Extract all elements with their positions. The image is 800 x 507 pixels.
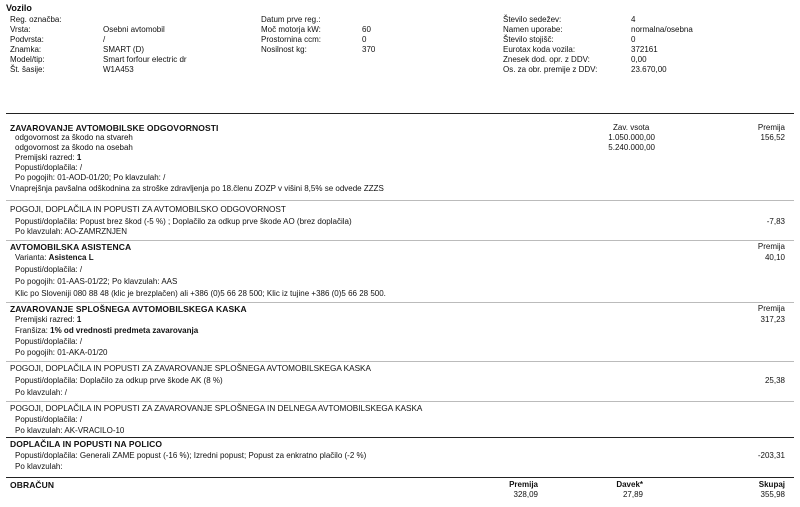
eurotax-value: 372161 [631, 45, 658, 54]
namen-label: Namen uporabe: [503, 25, 563, 34]
divider [6, 240, 794, 241]
obracun-skupaj-label: Skupaj [758, 480, 785, 489]
model-label: Model/tip: [10, 55, 45, 64]
znamka-value: SMART (D) [103, 45, 145, 54]
divider [6, 437, 794, 438]
moc-label: Moč motorja kW: [261, 25, 321, 34]
chassis-value: W1A453 [103, 65, 134, 74]
obracun-skupaj-value: 355,98 [760, 490, 785, 499]
podvrsta-value: / [103, 35, 106, 44]
divider [6, 477, 794, 478]
ao-sum-stvari: 1.050.000,00 [608, 133, 655, 142]
kasko-premija-label: Premija [757, 304, 785, 313]
divider [6, 113, 794, 114]
osnova-value: 23.670,00 [631, 65, 667, 74]
model-value: Smart forfour electric dr [103, 55, 187, 64]
vehicle-section-title: Vozilo [6, 3, 32, 13]
ao-pogoji-amount: -7,83 [766, 217, 785, 226]
dod-opr-value: 0,00 [631, 55, 647, 64]
ao-sum-osebe: 5.240.000,00 [608, 143, 655, 152]
delni-pogoji-line1: Popusti/doplačila: / [15, 415, 83, 424]
divider [6, 302, 794, 303]
kasko-pogoji-line1: Popusti/doplačila: Doplačilo za odkup prve škode AK (8 %) [15, 376, 223, 385]
obracun-davek-value: 27,89 [622, 490, 643, 499]
ao-pogoji-line2: Po klavzulah: AO-ZAMRZNJEN [15, 227, 128, 236]
ccm-value: 0 [362, 35, 367, 44]
asistenca-pogoji: Po pogojih: 01-AAS-01/22; Po klavzulah: AAS [15, 277, 178, 286]
osnova-label: Os. za obr. premije z DDV: [503, 65, 598, 74]
vrsta-value: Osebni avtomobil [103, 25, 165, 34]
obracun-title: OBRAČUN [10, 480, 55, 490]
asistenca-popusti: Popusti/doplačila: / [15, 265, 83, 274]
stojisca-label: Število stojišč: [503, 35, 554, 44]
kasko-premium: 317,23 [760, 315, 785, 324]
ao-zav-vsota-label: Zav. vsota [613, 123, 650, 132]
moc-value: 60 [362, 25, 371, 34]
ao-line-osebe: odgovornost za škodo na osebah [15, 143, 133, 152]
divider [6, 401, 794, 402]
ao-section-title: ZAVAROVANJE AVTOMOBILSKE ODGOVORNOSTI [10, 123, 219, 133]
polica-amount: -203,31 [757, 451, 785, 460]
ao-pogoji: Po pogojih: 01-AOD-01/20; Po klavzulah: / [15, 173, 166, 182]
ao-note: Vnaprejšnja pavšalna odškodnina za stroške zdravljenja po 18.členu ZOZP v višini 8,5% se odvede ZZZS [10, 184, 384, 193]
polica-line1: Popusti/doplačila: Generali ZAME popust (-16 %); Izredni popust; Popust za enkratno plačilo (-2 %) [15, 451, 367, 460]
kasko-fransiza: Franšiza: 1% od vrednosti predmeta zavarovanja [15, 326, 199, 335]
sedezi-label: Število sedežev: [503, 15, 562, 24]
znamka-label: Znamka: [10, 45, 42, 54]
ao-pogoji-line1: Popusti/doplačila: Popust brez škod (-5 %) ; Doplačilo za odkup prve škode AO (brez doplačila) [15, 217, 352, 226]
divider [6, 200, 794, 201]
namen-value: normalna/osebna [631, 25, 693, 34]
kasko-razred: Premijski razred: 1 [15, 315, 82, 324]
nosilnost-label: Nosilnost kg: [261, 45, 307, 54]
obracun-davek-label: Davek* [616, 480, 643, 489]
divider [6, 361, 794, 362]
asistenca-klic: Klic po Sloveniji 080 88 48 (klic je brezplačen) ali +386 (0)5 66 28 500; Klic iz tujine +386 (0)5 66 28 500. [15, 289, 386, 298]
ao-razred: Premijski razred: 1 [15, 153, 82, 162]
polica-section-title: DOPLAČILA IN POPUSTI NA POLICO [10, 439, 163, 449]
ao-pogoji-title: POGOJI, DOPLAČILA IN POPUSTI ZA AVTOMOBILSKO ODGOVORNOST [10, 205, 286, 214]
podvrsta-label: Podvrsta: [10, 35, 44, 44]
ao-premium: 156,52 [760, 133, 785, 142]
kasko-section-title: ZAVAROVANJE SPLOŠNEGA AVTOMOBILSKEGA KASKA [10, 304, 247, 314]
dod-opr-label: Znesek dod. opr. z DDV: [503, 55, 590, 64]
asistenca-premium: 40,10 [764, 253, 785, 262]
chassis-label: Št. šasije: [10, 65, 45, 74]
obracun-premija-value: 328,09 [513, 490, 538, 499]
ao-popusti: Popusti/doplačila: / [15, 163, 83, 172]
datum-label: Datum prve reg.: [261, 15, 321, 24]
nosilnost-value: 370 [362, 45, 376, 54]
asistenca-varianta: Varianta: Asistenca L [15, 253, 94, 262]
ao-premija-label: Premija [757, 123, 785, 132]
kasko-pogoji-line2: Po klavzulah: / [15, 388, 68, 397]
asistenca-premija-label: Premija [757, 242, 785, 251]
stojisca-value: 0 [631, 35, 636, 44]
sedezi-value: 4 [631, 15, 636, 24]
ccm-label: Prostornina ccm: [261, 35, 322, 44]
polica-line2: Po klavzulah: [15, 462, 63, 471]
vrsta-label: Vrsta: [10, 25, 31, 34]
obracun-premija-label: Premija [509, 480, 538, 489]
eurotax-label: Eurotax koda vozila: [503, 45, 576, 54]
asistenca-section-title: AVTOMOBILSKA ASISTENCA [10, 242, 132, 252]
reg-label: Reg. označba: [10, 15, 62, 24]
delni-pogoji-line2: Po klavzulah: AK-VRACILO-10 [15, 426, 125, 435]
kasko-pogoji-title: POGOJI, DOPLAČILA IN POPUSTI ZA ZAVAROVANJE SPLOŠNEGA AVTOMOBILSKEGA KASKA [10, 364, 371, 373]
kasko-popusti: Popusti/doplačila: / [15, 337, 83, 346]
delni-pogoji-title: POGOJI, DOPLAČILA IN POPUSTI ZA ZAVAROVANJE SPLOŠNEGA IN DELNEGA AVTOMOBILSKEGA KASKA [10, 404, 423, 413]
ao-line-stvari: odgovornost za škodo na stvareh [15, 133, 133, 142]
kasko-pogoji: Po pogojih: 01-AKA-01/20 [15, 348, 108, 357]
kasko-pogoji-amount: 25,38 [764, 376, 785, 385]
